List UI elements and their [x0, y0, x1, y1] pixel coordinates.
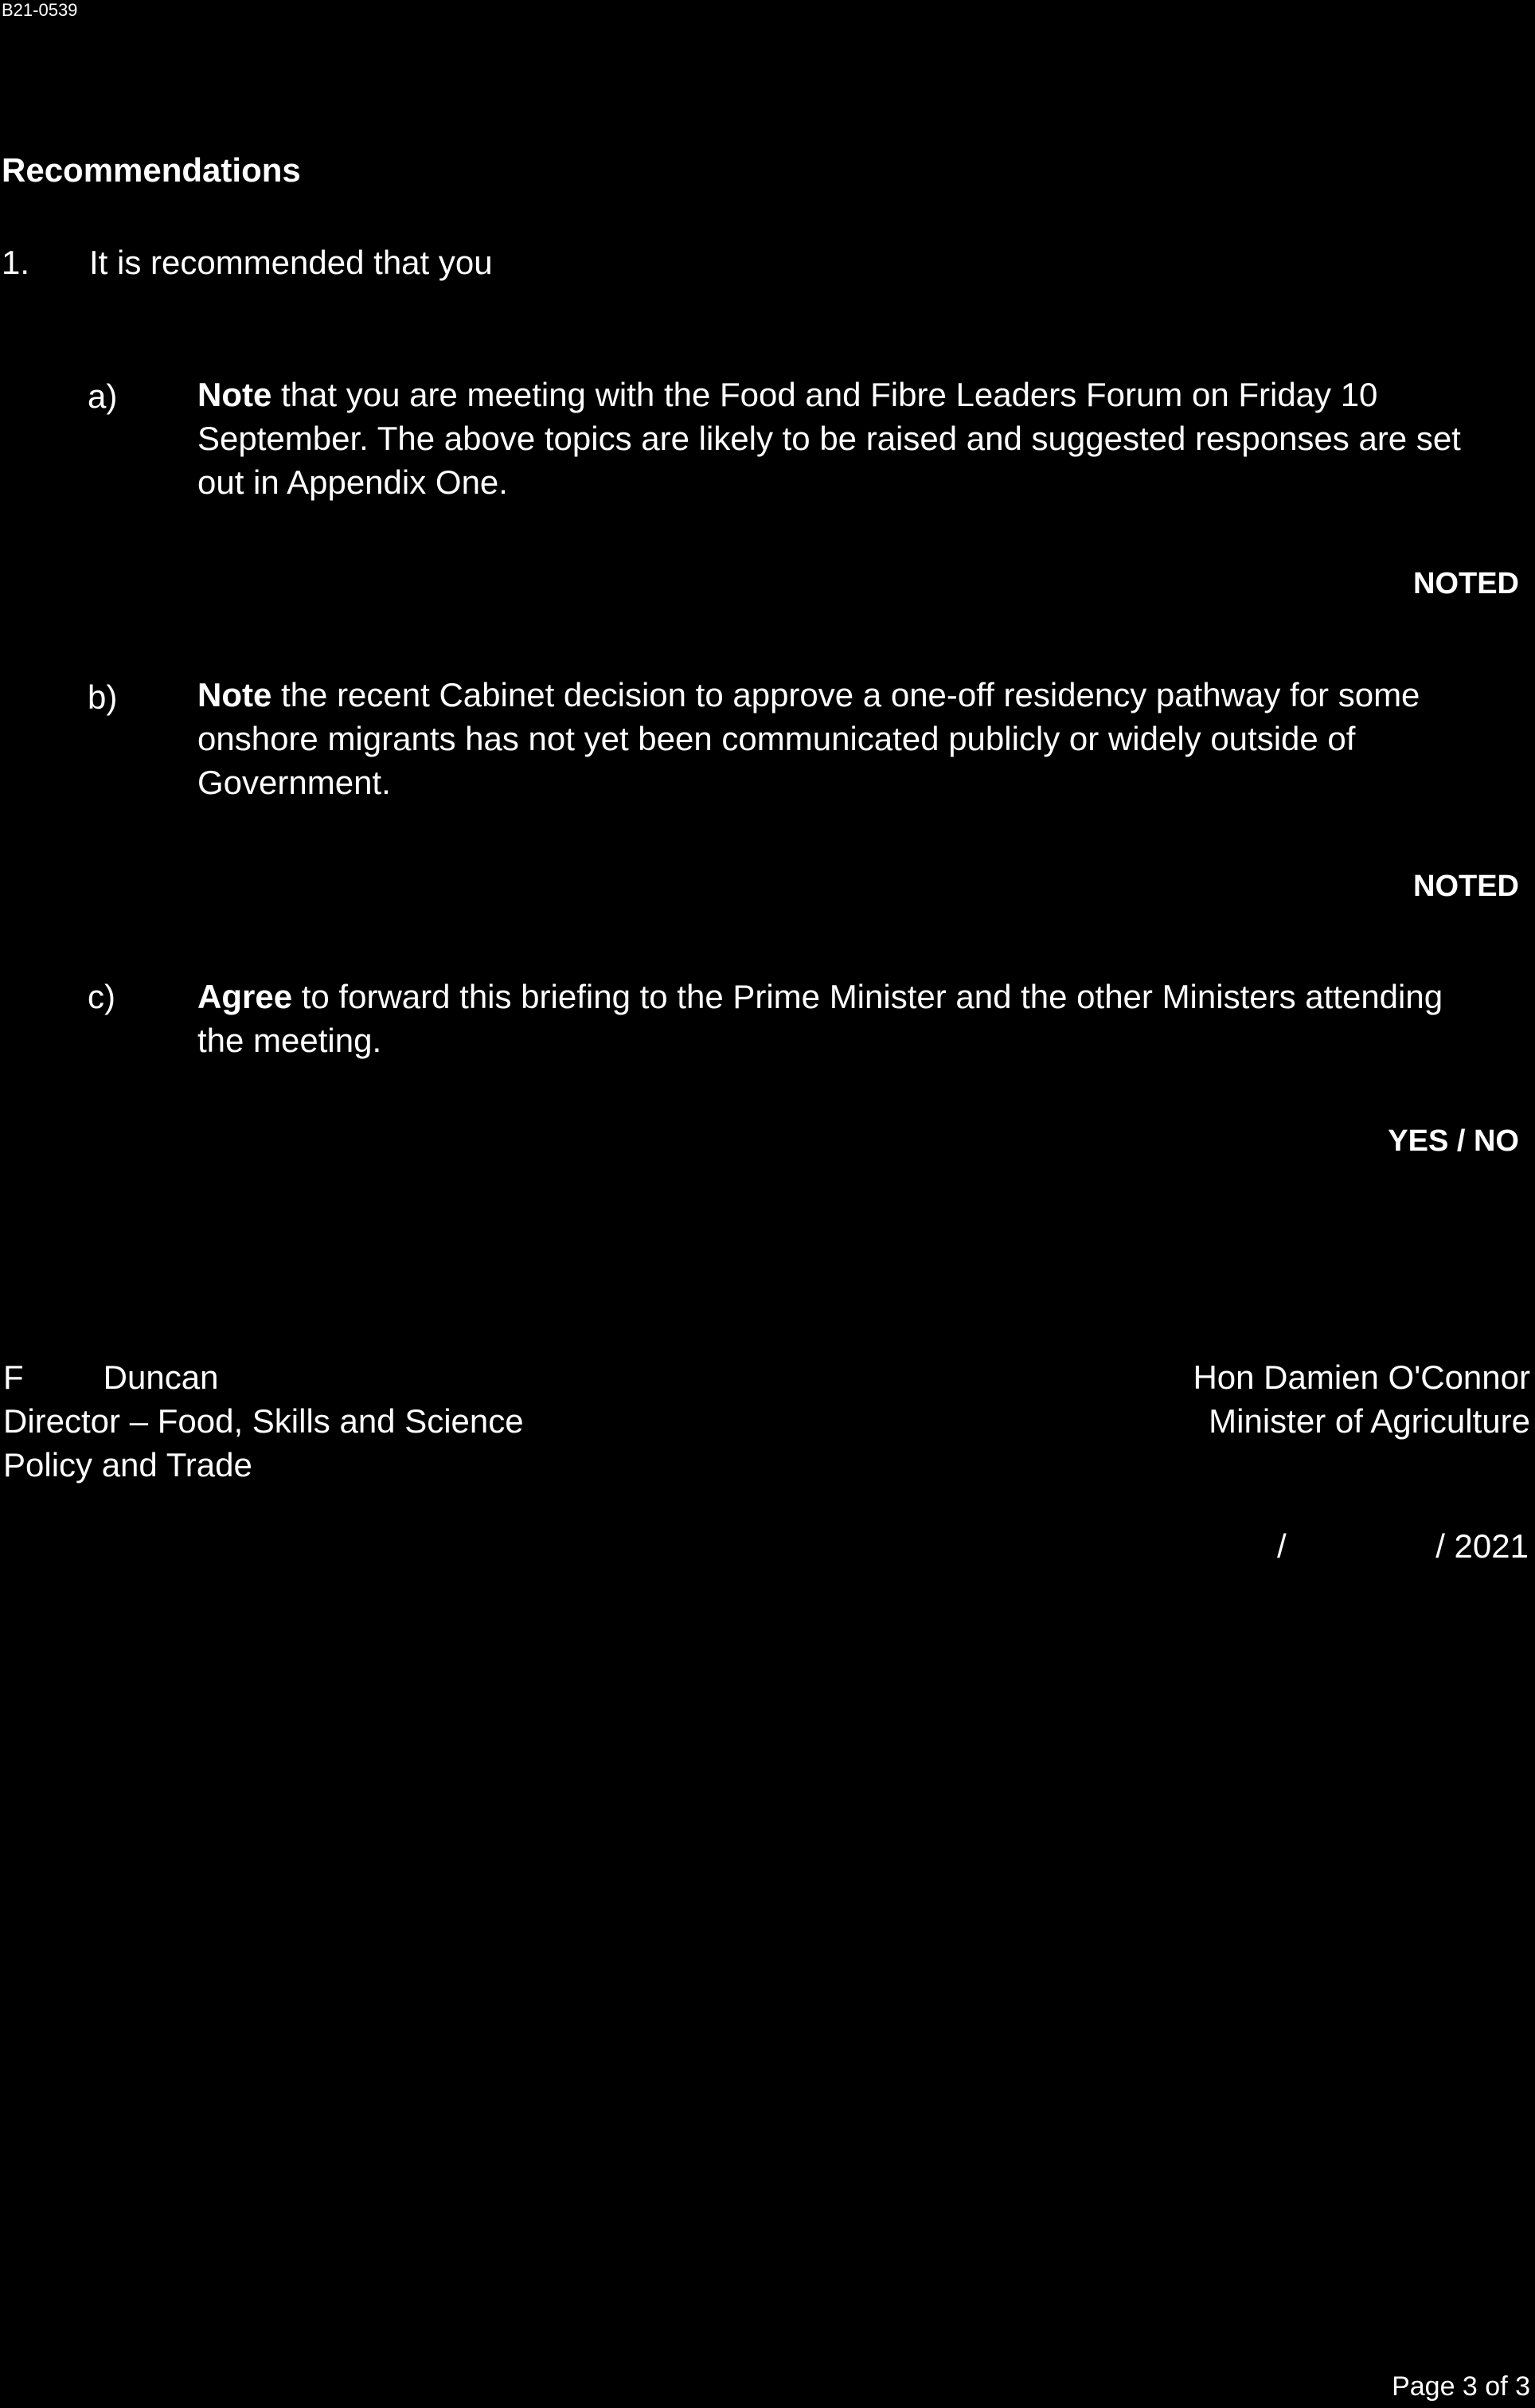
- item-b-letter: b): [88, 678, 118, 716]
- item-c-text: [197, 975, 1487, 1062]
- signatory-left: [3, 1355, 524, 1487]
- signatory-right-name: Hon Damien O'Connor: [1193, 1358, 1530, 1396]
- page-number: Page 3 of 3: [1392, 2371, 1530, 2402]
- item-a-text: [197, 373, 1487, 504]
- item-c-letter: c): [88, 978, 115, 1015]
- date-separator: /: [1277, 1527, 1287, 1565]
- item-a-body: that you are meeting with the Food and Fibre Leaders Forum on Friday 10 September. The above topics are likely to be raised and suggested responses are set out in Appendix One.: [197, 376, 1461, 501]
- recommendation-intro: It is recommended that you: [89, 244, 493, 281]
- item-b-body: the recent Cabinet decision to approve a one-off residency pathway for some onshore migrants has not yet been communicated publicly or widely outside of Government.: [197, 676, 1420, 801]
- date-year: / 2021: [1435, 1527, 1529, 1565]
- item-c-body: to forward this briefing to the Prime Minister and the other Ministers attending the meeting.: [197, 978, 1443, 1059]
- document-reference: B21-0539: [2, 0, 78, 20]
- recommendation-number: 1.: [2, 244, 30, 281]
- item-a-status: NOTED: [1413, 567, 1519, 600]
- signatory-left-initial: F: [3, 1358, 24, 1396]
- item-c-lead: Agree: [197, 978, 293, 1015]
- signatory-left-surname: Duncan: [103, 1358, 219, 1396]
- item-a-lead: Note: [197, 376, 272, 413]
- signatory-left-title-line2: Policy and Trade: [3, 1446, 252, 1484]
- signatory-right: [1193, 1355, 1530, 1443]
- item-b-lead: Note: [197, 676, 272, 713]
- item-a-letter: a): [88, 377, 118, 415]
- section-heading: Recommendations: [2, 151, 301, 189]
- item-b-text: [197, 673, 1487, 804]
- signatory-left-title-line1: Director – Food, Skills and Science: [3, 1402, 524, 1440]
- item-c-status: YES / NO: [1388, 1124, 1519, 1158]
- item-b-status: NOTED: [1413, 870, 1519, 903]
- signatory-right-title: Minister of Agriculture: [1209, 1402, 1530, 1440]
